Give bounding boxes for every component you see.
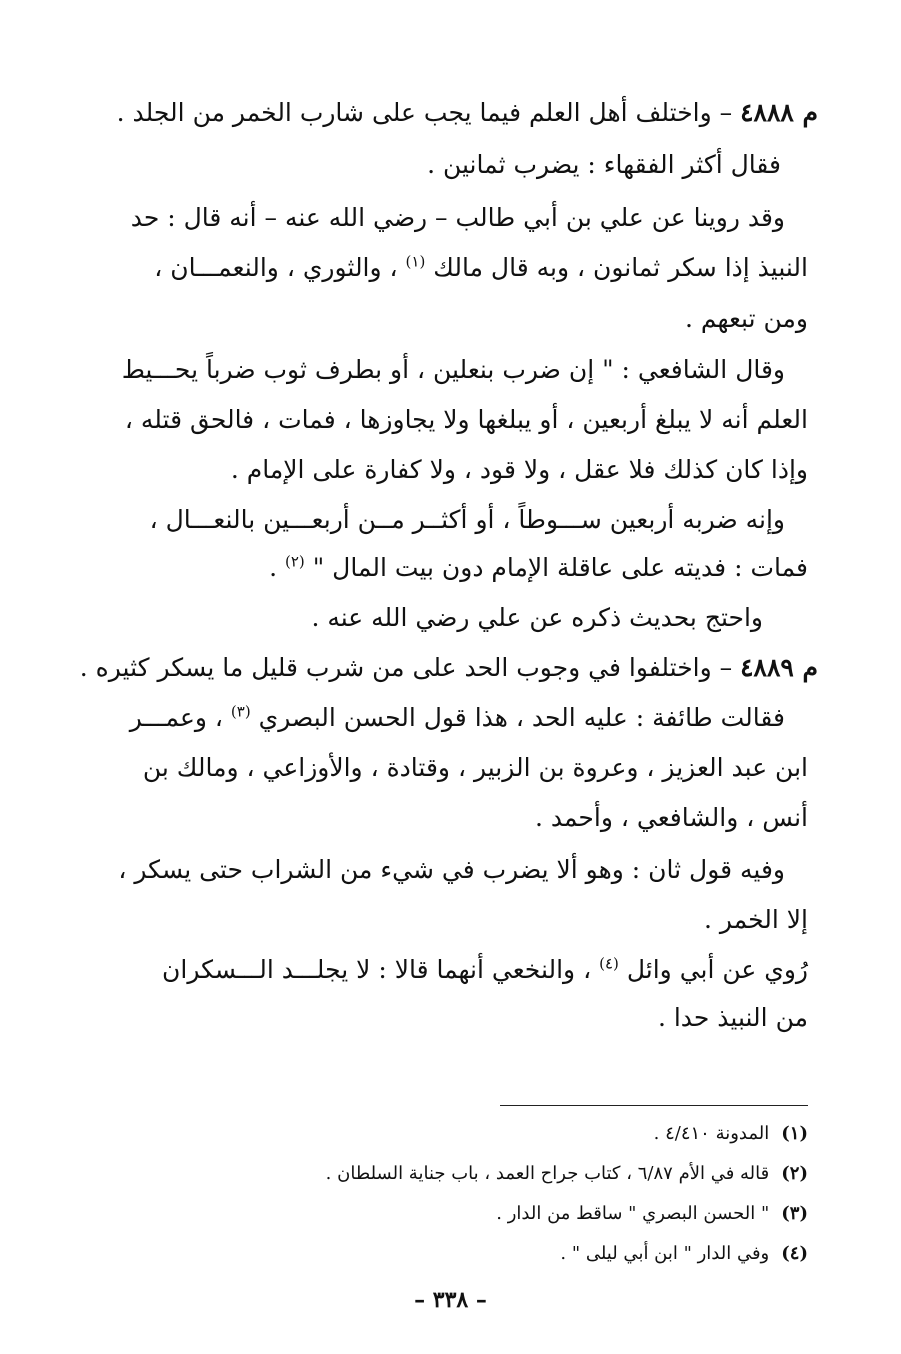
text-segment: ، والنخعي أنهما قالا : لا يجلـــد الـــسكران xyxy=(162,955,592,984)
text-segment: . xyxy=(269,553,278,582)
footnote-number: (٣) xyxy=(781,1203,808,1224)
footnote xyxy=(196,1241,808,1269)
text-line: العلم أنه لا يبلغ أربعين ، أو يبلغها ولا يجاوزها ، فمات ، فالحق قتله ، xyxy=(124,405,808,434)
text-line: إلا الخمر . xyxy=(704,905,808,934)
text-line: وإنه ضربه أربعين ســـوطاً ، أو أكثــر مــن أربعـــين بالنعـــال ، xyxy=(149,505,785,534)
text-line xyxy=(196,550,808,590)
footnote-separator xyxy=(500,1105,808,1106)
page-number: – ٣٣٨ – xyxy=(414,1287,487,1313)
text-segment: ، والثوري ، والنعمـــان ، xyxy=(154,253,398,282)
footnote-ref: (٢) xyxy=(284,552,305,571)
text-segment: فمات : فديته على عاقلة الإمام دون بيت المال " xyxy=(312,553,808,582)
footnote-number: (١) xyxy=(781,1123,808,1144)
footnote-ref: (٤) xyxy=(599,954,619,973)
footnote-number: (٢) xyxy=(781,1163,808,1184)
text-segment: فقالت طائفة : عليه الحد ، هذا قول الحسن البصري xyxy=(258,703,785,732)
text-line: واحتج بحديث ذكره عن علي رضي الله عنه . xyxy=(311,603,763,632)
footnote xyxy=(196,1121,808,1149)
footnote xyxy=(196,1201,808,1229)
text-line: وقد روينا عن علي بن أبي طالب – رضي الله عنه – أنه قال : حد xyxy=(130,203,785,232)
footnote-text: المدونة ٤/٤١٠ . xyxy=(653,1123,770,1144)
issue-4889-line xyxy=(79,650,818,690)
text-line: وإذا كان كذلك فلا عقل ، ولا قود ، ولا كفارة على الإمام . xyxy=(230,455,808,484)
footnote-text: وفي الدار " ابن أبي ليلى " . xyxy=(560,1243,770,1264)
text-line xyxy=(129,700,785,740)
footnote-number: (٤) xyxy=(781,1243,808,1264)
footnote-text: " الحسن البصري " ساقط من الدار . xyxy=(496,1203,770,1224)
text-line: ابن عبد العزيز ، وعروة بن الزبير ، وقتادة ، والأوزاعي ، ومالك بن xyxy=(142,753,808,782)
issue-number: م ٤٨٨٨ xyxy=(740,98,818,127)
footnote-ref: (١) xyxy=(405,252,426,271)
issue-text: – واختلف أهل العلم فيما يجب على شارب الخمر من الجلد . xyxy=(116,98,733,127)
text-line xyxy=(154,250,808,290)
footnote-text: قاله في الأم ٦/٨٧ ، كتاب جراح العمد ، باب جناية السلطان . xyxy=(325,1163,770,1184)
text-line: أنس ، والشافعي ، وأحمد . xyxy=(534,803,808,832)
text-line: ومن تبعهم . xyxy=(684,304,808,333)
text-line: فقال أكثر الفقهاء : يضرب ثمانين . xyxy=(427,150,781,179)
text-segment: ، وعمـــر xyxy=(129,703,223,732)
footnote xyxy=(196,1161,808,1189)
issue-number: م ٤٨٨٩ xyxy=(740,653,818,682)
footnote-ref: (٣) xyxy=(230,702,251,721)
text-segment: النبيذ إذا سكر ثمانون ، وبه قال مالك xyxy=(433,253,808,282)
text-segment: رُوي عن أبي وائل xyxy=(626,955,808,984)
issue-text: – واختلفوا في وجوب الحد على من شرب قليل ما يسكر كثيره . xyxy=(79,653,733,682)
text-line xyxy=(162,952,808,992)
issue-4888-line xyxy=(116,95,818,135)
text-line: وقال الشافعي : " إن ضرب بنعلين ، أو بطرف ثوب ضرباً يحـــيط xyxy=(121,355,785,384)
text-line: من النبيذ حدا . xyxy=(657,1003,808,1032)
text-line: وفيه قول ثان : وهو ألا يضرب في شيء من الشراب حتى يسكر ، xyxy=(118,855,785,884)
